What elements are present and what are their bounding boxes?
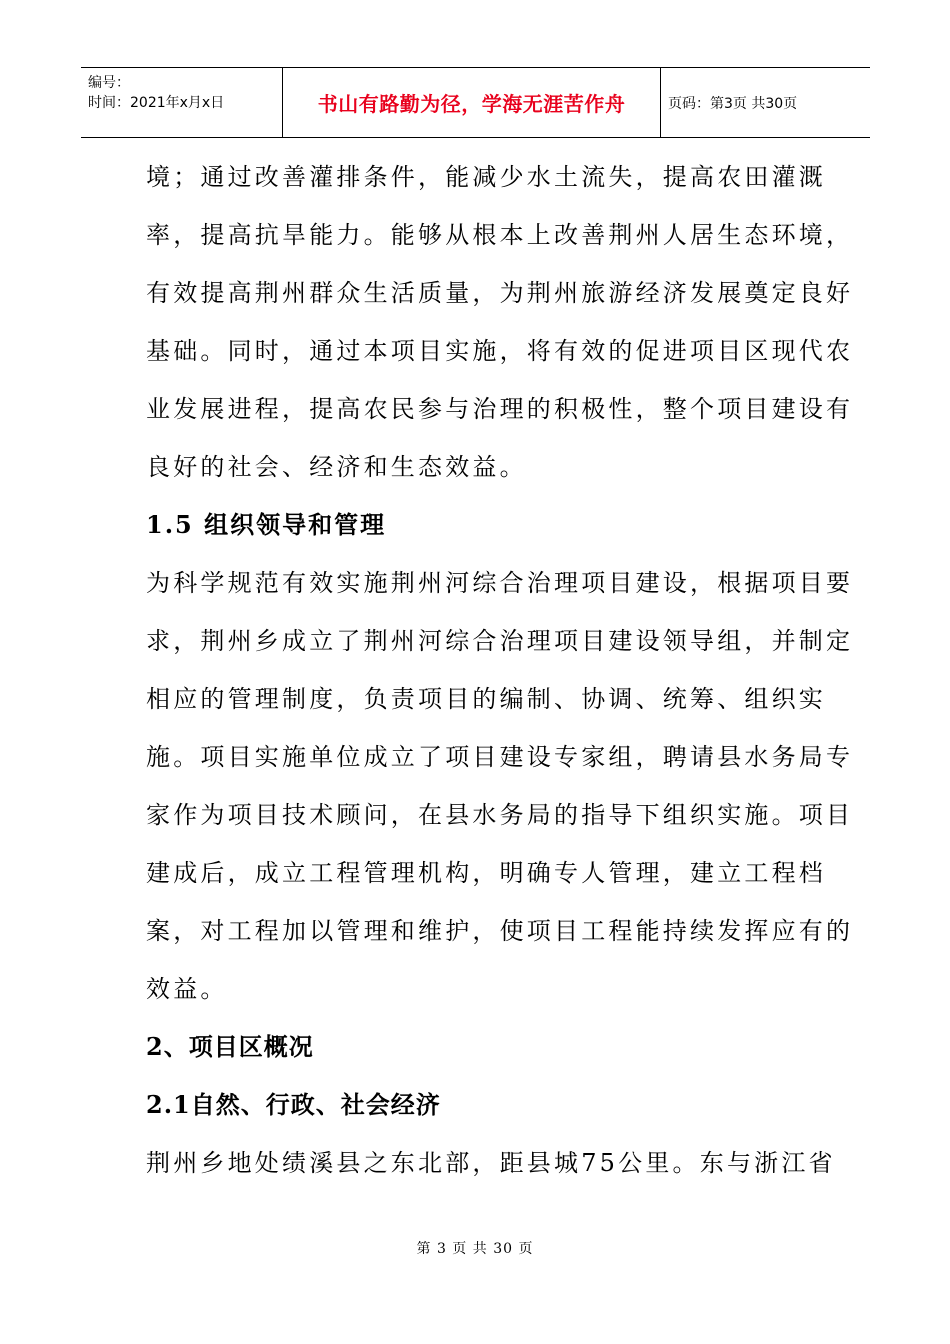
body-line: 荆州乡地处绩溪县之东北部，距县城75公里。东与浙江省 xyxy=(146,1149,836,1177)
section-heading-1-5: 1.5 组织领导和管理 xyxy=(146,510,387,539)
body-line: 相应的管理制度，负责项目的编制、协调、统筹、组织实 xyxy=(146,685,826,713)
body-line: 业发展进程，提高农民参与治理的积极性，整个项目建设有 xyxy=(146,395,854,423)
body-line: 求，荆州乡成立了荆州河综合治理项目建设领导组，并制定 xyxy=(146,627,854,655)
header-motto-cell xyxy=(283,68,661,137)
body-line: 建成后，成立工程管理机构，明确专人管理，建立工程档 xyxy=(146,859,826,887)
body-line: 施。项目实施单位成立了项目建设专家组，聘请县水务局专 xyxy=(146,743,854,771)
body-line: 案，对工程加以管理和维护，使项目工程能持续发挥应有的 xyxy=(146,917,854,945)
body-line: 率，提高抗旱能力。能够从根本上改善荆州人居生态环境， xyxy=(146,221,854,249)
document-body xyxy=(146,148,854,1192)
section-heading-2-1: 2.1自然、行政、社会经济 xyxy=(146,1090,441,1119)
section-heading-2: 2、项目区概况 xyxy=(146,1032,314,1061)
motto-text: 书山有路勤为径，学海无涯苦作舟 xyxy=(317,92,626,116)
header-page-info xyxy=(661,68,870,137)
body-line: 良好的社会、经济和生态效益。 xyxy=(146,453,527,481)
date-label: 时间：2021年x月x日 xyxy=(88,95,225,111)
body-line: 家作为项目技术顾问，在县水务局的指导下组织实施。项目 xyxy=(146,801,854,829)
body-line: 效益。 xyxy=(146,975,228,1003)
page-info-text: 页码：第3页 共30页 xyxy=(668,95,798,112)
number-label: 编号： xyxy=(88,75,130,91)
body-line: 为科学规范有效实施荆州河综合治理项目建设，根据项目要 xyxy=(146,569,854,597)
body-line: 境；通过改善灌排条件，能减少水土流失，提高农田灌溉 xyxy=(146,163,826,191)
page-header xyxy=(81,67,870,138)
body-line: 基础。同时，通过本项目实施，将有效的促进项目区现代农 xyxy=(146,337,854,365)
page-footer: 第 3 页 共 30 页 xyxy=(416,1241,534,1257)
header-meta xyxy=(81,68,283,137)
body-line: 有效提高荆州群众生活质量，为荆州旅游经济发展奠定良好 xyxy=(146,279,854,307)
